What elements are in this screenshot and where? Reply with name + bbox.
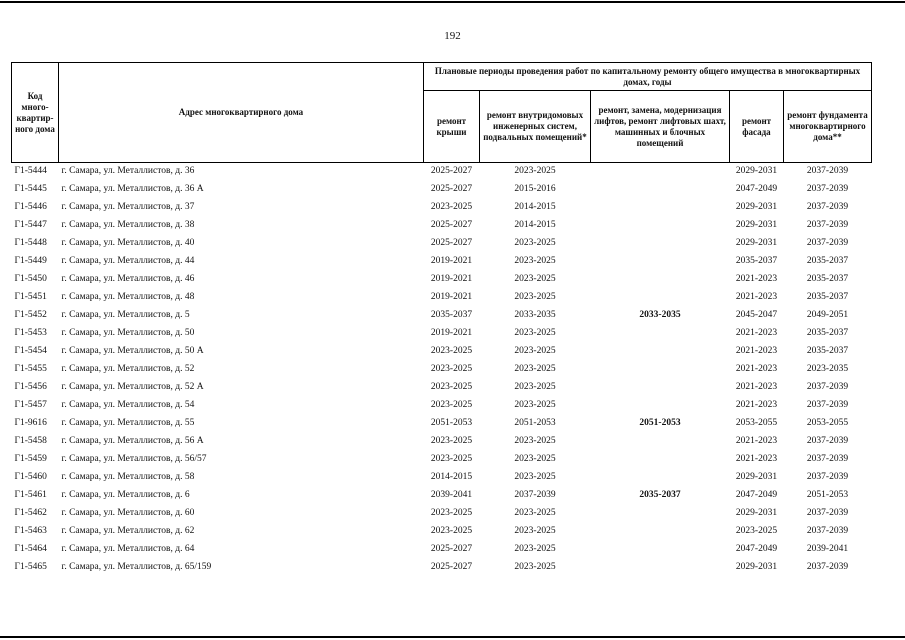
cell-systems: 2023-2025 <box>514 328 556 338</box>
header-roof: ремонт крыши <box>424 91 480 163</box>
cell-systems: 2023-2025 <box>514 526 556 536</box>
table-row <box>12 163 872 181</box>
cell-address: г. Самара, ул. Металлистов, д. 58 <box>61 472 195 482</box>
cell-systems: 2023-2025 <box>514 274 556 284</box>
cell-systems: 2023-2025 <box>514 454 556 464</box>
cell-foundation: 2037-2039 <box>806 166 849 176</box>
cell-roof: 2039-2041 <box>430 490 473 500</box>
header-foundation: ремонт фундамента многоквартирного дома** <box>784 91 872 163</box>
cell-code: Г1-5453 <box>14 328 47 338</box>
cell-address: г. Самара, ул. Металлистов, д. 52 А <box>61 382 204 392</box>
cell-facade: 2029-2031 <box>735 166 778 176</box>
table-row <box>12 252 872 270</box>
cell-address: г. Самара, ул. Металлистов, д. 65/159 <box>61 562 212 572</box>
cell-roof: 2023-2025 <box>430 202 473 212</box>
cell-address: г. Самара, ул. Металлистов, д. 55 <box>61 418 195 428</box>
table-row <box>12 288 872 306</box>
cell-foundation: 2037-2039 <box>806 220 849 230</box>
cell-foundation: 2037-2039 <box>806 472 849 482</box>
cell-roof: 2023-2025 <box>430 436 473 446</box>
header-work-periods: Плановые периоды проведения работ по капитальному ремонту общего имущества в многоквартирных домах, годы <box>424 63 872 91</box>
table-row <box>12 558 872 576</box>
cell-systems: 2023-2025 <box>514 508 556 518</box>
cell-foundation: 2037-2039 <box>806 238 849 248</box>
cell-facade: 2045-2047 <box>735 310 778 320</box>
cell-code: Г1-5457 <box>14 400 47 410</box>
cell-systems: 2037-2039 <box>514 490 556 500</box>
cell-lifts <box>591 558 730 576</box>
cell-systems: 2033-2035 <box>514 310 556 320</box>
cell-address: г. Самара, ул. Металлистов, д. 37 <box>61 202 195 212</box>
cell-code: Г1-9616 <box>14 418 47 428</box>
cell-facade: 2021-2023 <box>735 436 778 446</box>
cell-roof: 2014-2015 <box>430 472 473 482</box>
cell-lifts <box>591 163 730 181</box>
cell-code: Г1-5445 <box>14 184 47 194</box>
cell-roof: 2023-2025 <box>430 382 473 392</box>
cell-code: Г1-5456 <box>14 382 47 392</box>
table-row <box>12 216 872 234</box>
cell-address: г. Самара, ул. Металлистов, д. 44 <box>61 256 195 266</box>
table-row <box>12 180 872 198</box>
cell-foundation: 2049-2051 <box>806 310 849 320</box>
cell-systems: 2023-2025 <box>514 562 556 572</box>
cell-foundation: 2035-2037 <box>806 256 849 266</box>
cell-lifts <box>591 270 730 288</box>
cell-foundation: 2037-2039 <box>806 454 849 464</box>
cell-facade: 2021-2023 <box>735 382 778 392</box>
page-number: 192 <box>444 30 461 42</box>
cell-systems: 2023-2025 <box>514 400 556 410</box>
cell-lifts <box>591 450 730 468</box>
cell-foundation: 2037-2039 <box>806 508 849 518</box>
cell-roof: 2023-2025 <box>430 346 473 356</box>
cell-facade: 2021-2023 <box>735 364 778 374</box>
cell-lifts <box>591 360 730 378</box>
cell-address: г. Самара, ул. Металлистов, д. 46 <box>61 274 195 284</box>
cell-roof: 2019-2021 <box>430 292 473 302</box>
table-row <box>12 198 872 216</box>
cell-lifts <box>591 504 730 522</box>
cell-address: г. Самара, ул. Металлистов, д. 54 <box>61 400 195 410</box>
cell-address: г. Самара, ул. Металлистов, д. 6 <box>61 490 190 500</box>
cell-systems: 2023-2025 <box>514 166 556 176</box>
cell-facade: 2035-2037 <box>735 256 778 266</box>
cell-roof: 2023-2025 <box>430 364 473 374</box>
cell-roof: 2019-2021 <box>430 274 473 284</box>
cell-lifts <box>591 522 730 540</box>
table-row <box>12 396 872 414</box>
cell-facade: 2021-2023 <box>735 400 778 410</box>
cell-address: г. Самара, ул. Металлистов, д. 60 <box>61 508 195 518</box>
cell-roof: 2051-2053 <box>430 418 473 428</box>
cell-lifts <box>591 324 730 342</box>
header-address: Адрес многоквартирного дома <box>59 63 424 163</box>
cell-lifts: 2035-2037 <box>639 490 681 500</box>
cell-systems: 2023-2025 <box>514 382 556 392</box>
cell-foundation: 2039-2041 <box>806 544 849 554</box>
cell-code: Г1-5454 <box>14 346 47 356</box>
cell-systems: 2023-2025 <box>514 256 556 266</box>
cell-address: г. Самара, ул. Металлистов, д. 40 <box>61 238 195 248</box>
cell-roof: 2025-2027 <box>430 166 473 176</box>
cell-facade: 2029-2031 <box>735 508 778 518</box>
cell-code: Г1-5458 <box>14 436 47 446</box>
cell-systems: 2014-2015 <box>514 220 556 230</box>
cell-facade: 2021-2023 <box>735 328 778 338</box>
cell-address: г. Самара, ул. Металлистов, д. 5 <box>61 310 190 320</box>
header-lifts: ремонт, замена, модернизация лифтов, ремонт лифтовых шахт, машинных и блочных помещений <box>591 91 730 163</box>
cell-facade: 2029-2031 <box>735 238 778 248</box>
cell-roof: 2025-2027 <box>430 184 473 194</box>
cell-address: г. Самара, ул. Металлистов, д. 38 <box>61 220 195 230</box>
cell-code: Г1-5459 <box>14 454 47 464</box>
cell-systems: 2023-2025 <box>514 364 556 374</box>
top-rule <box>0 1 905 3</box>
cell-foundation: 2037-2039 <box>806 562 849 572</box>
cell-code: Г1-5464 <box>14 544 47 554</box>
cell-facade: 2023-2025 <box>735 526 778 536</box>
cell-code: Г1-5444 <box>14 166 47 176</box>
table-row <box>12 378 872 396</box>
cell-foundation: 2037-2039 <box>806 202 849 212</box>
cell-address: г. Самара, ул. Металлистов, д. 62 <box>61 526 195 536</box>
cell-lifts <box>591 234 730 252</box>
cell-roof: 2023-2025 <box>430 400 473 410</box>
cell-lifts <box>591 396 730 414</box>
table-row <box>12 450 872 468</box>
cell-foundation: 2023-2035 <box>806 364 849 374</box>
cell-foundation: 2037-2039 <box>806 400 849 410</box>
cell-code: Г1-5449 <box>14 256 47 266</box>
table-row <box>12 504 872 522</box>
cell-code: Г1-5450 <box>14 274 47 284</box>
cell-facade: 2029-2031 <box>735 202 778 212</box>
cell-lifts <box>591 198 730 216</box>
cell-systems: 2023-2025 <box>514 544 556 554</box>
cell-facade: 2047-2049 <box>735 184 778 194</box>
cell-code: Г1-5452 <box>14 310 47 320</box>
cell-lifts <box>591 432 730 450</box>
table-row <box>12 468 872 486</box>
cell-code: Г1-5448 <box>14 238 47 248</box>
cell-roof: 2025-2027 <box>430 238 473 248</box>
cell-lifts <box>591 468 730 486</box>
cell-roof: 2023-2025 <box>430 508 473 518</box>
cell-lifts <box>591 252 730 270</box>
cell-systems: 2023-2025 <box>514 238 556 248</box>
cell-code: Г1-5455 <box>14 364 47 374</box>
table-row <box>12 342 872 360</box>
bottom-rule <box>0 636 905 638</box>
cell-systems: 2023-2025 <box>514 292 556 302</box>
cell-facade: 2047-2049 <box>735 544 778 554</box>
cell-facade: 2029-2031 <box>735 472 778 482</box>
cell-systems: 2014-2015 <box>514 202 556 212</box>
header-facade: ремонт фасада <box>730 91 784 163</box>
cell-facade: 2029-2031 <box>735 562 778 572</box>
header-engineering-systems: ремонт внутридомовых инженерных систем, подвальных помещений* <box>480 91 591 163</box>
cell-lifts <box>591 342 730 360</box>
cell-foundation: 2051-2053 <box>806 490 849 500</box>
cell-facade: 2047-2049 <box>735 490 778 500</box>
table-row <box>12 270 872 288</box>
table-row <box>12 324 872 342</box>
cell-lifts <box>591 180 730 198</box>
table-row <box>12 486 872 504</box>
cell-code: Г1-5446 <box>14 202 47 212</box>
cell-systems: 2015-2016 <box>514 184 556 194</box>
cell-systems: 2051-2053 <box>514 418 556 428</box>
cell-foundation: 2035-2037 <box>806 328 849 338</box>
cell-lifts: 2051-2053 <box>639 418 681 428</box>
cell-roof: 2025-2027 <box>430 544 473 554</box>
cell-foundation: 2037-2039 <box>806 184 849 194</box>
cell-foundation: 2037-2039 <box>806 382 849 392</box>
cell-facade: 2021-2023 <box>735 274 778 284</box>
cell-roof: 2023-2025 <box>430 526 473 536</box>
cell-address: г. Самара, ул. Металлистов, д. 48 <box>61 292 195 302</box>
cell-foundation: 2035-2037 <box>806 292 849 302</box>
table-row <box>12 360 872 378</box>
cell-address: г. Самара, ул. Металлистов, д. 56 А <box>61 436 204 446</box>
repair-schedule-table <box>11 62 872 576</box>
cell-code: Г1-5461 <box>14 490 47 500</box>
cell-address: г. Самара, ул. Металлистов, д. 52 <box>61 364 195 374</box>
cell-address: г. Самара, ул. Металлистов, д. 56/57 <box>61 454 207 464</box>
cell-foundation: 2037-2039 <box>806 436 849 446</box>
table-row <box>12 414 872 432</box>
table-body <box>12 163 872 577</box>
cell-facade: 2029-2031 <box>735 220 778 230</box>
table-row <box>12 234 872 252</box>
cell-roof: 2035-2037 <box>430 310 473 320</box>
cell-code: Г1-5451 <box>14 292 47 302</box>
cell-address: г. Самара, ул. Металлистов, д. 50 <box>61 328 195 338</box>
table-row <box>12 522 872 540</box>
cell-facade: 2021-2023 <box>735 346 778 356</box>
table-row <box>12 432 872 450</box>
cell-facade: 2053-2055 <box>735 418 778 428</box>
cell-address: г. Самара, ул. Металлистов, д. 64 <box>61 544 195 554</box>
cell-lifts <box>591 540 730 558</box>
cell-foundation: 2053-2055 <box>806 418 849 428</box>
cell-facade: 2021-2023 <box>735 292 778 302</box>
header-code: Код много-квартир-ного дома <box>12 63 59 163</box>
cell-roof: 2025-2027 <box>430 562 473 572</box>
cell-code: Г1-5447 <box>14 220 47 230</box>
cell-lifts: 2033-2035 <box>639 310 681 320</box>
cell-systems: 2023-2025 <box>514 436 556 446</box>
cell-roof: 2025-2027 <box>430 220 473 230</box>
cell-code: Г1-5460 <box>14 472 47 482</box>
cell-systems: 2023-2025 <box>514 346 556 356</box>
table-row <box>12 540 872 558</box>
cell-lifts <box>591 216 730 234</box>
cell-foundation: 2037-2039 <box>806 526 849 536</box>
cell-address: г. Самара, ул. Металлистов, д. 36 А <box>61 184 204 194</box>
cell-roof: 2019-2021 <box>430 256 473 266</box>
cell-lifts <box>591 288 730 306</box>
table-row <box>12 306 872 324</box>
cell-address: г. Самара, ул. Металлистов, д. 36 <box>61 166 195 176</box>
cell-code: Г1-5465 <box>14 562 47 572</box>
cell-systems: 2023-2025 <box>514 472 556 482</box>
cell-foundation: 2035-2037 <box>806 346 849 356</box>
cell-roof: 2019-2021 <box>430 328 473 338</box>
cell-address: г. Самара, ул. Металлистов, д. 50 А <box>61 346 204 356</box>
cell-facade: 2021-2023 <box>735 454 778 464</box>
cell-foundation: 2035-2037 <box>806 274 849 284</box>
cell-roof: 2023-2025 <box>430 454 473 464</box>
cell-code: Г1-5463 <box>14 526 47 536</box>
cell-lifts <box>591 378 730 396</box>
cell-code: Г1-5462 <box>14 508 47 518</box>
